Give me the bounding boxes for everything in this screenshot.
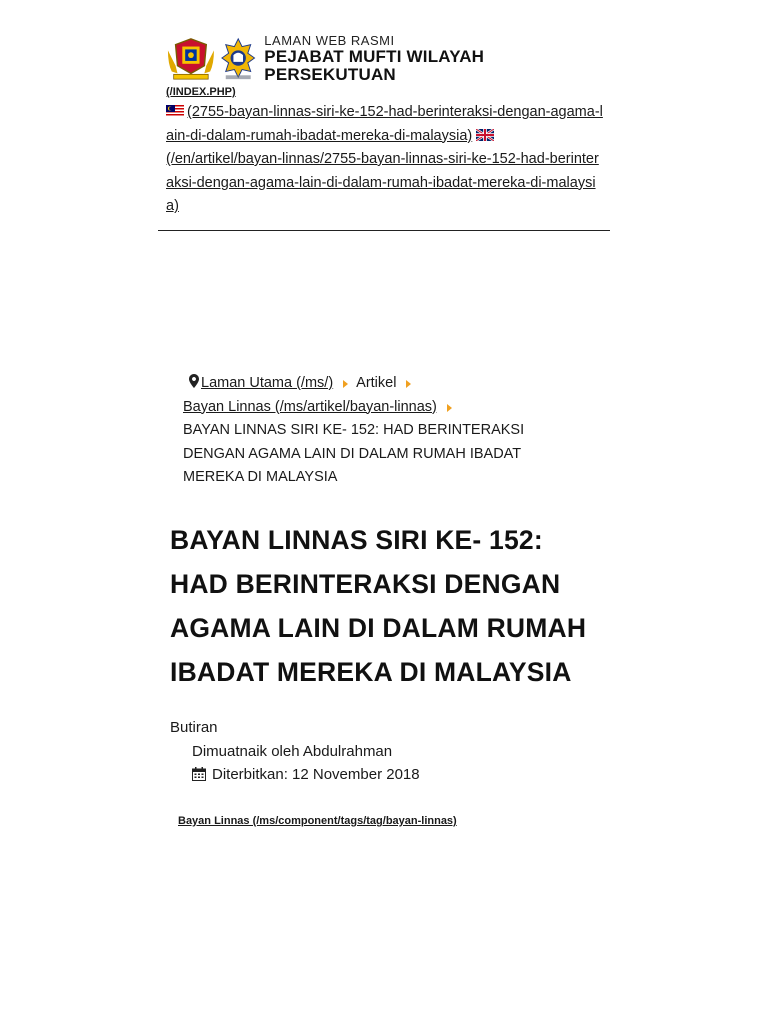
- article-details: [170, 716, 420, 787]
- uk-flag-icon: [476, 129, 494, 141]
- coat-of-arms-icon: [166, 36, 216, 82]
- details-label: Butiran: [170, 719, 218, 736]
- breadcrumb-caret-icon: [447, 404, 452, 412]
- language-switcher: [166, 101, 606, 219]
- site-name-line1: LAMAN WEB RASMI: [264, 33, 395, 49]
- logo-row[interactable]: [166, 34, 606, 84]
- site-header: [166, 34, 606, 219]
- published-row: [170, 763, 420, 787]
- breadcrumb-current: BAYAN LINNAS SIRI KE- 152: HAD BERINTERAKSI DENGAN AGAMA LAIN DI DALAM RUMAH IBADAT MEREKA DI MALAYSIA: [183, 422, 525, 485]
- calendar-icon: [192, 767, 206, 781]
- malay-language-link[interactable]: (2755-bayan-linnas-siri-ke-152-had-berinteraksi-dengan-agama-lain-di-dalam-rumah-ibadat-mereka-di-malaysia): [166, 104, 603, 144]
- tag-bayan-linnas-link[interactable]: Bayan Linnas (/ms/component/tags/tag/bayan-linnas): [178, 815, 457, 827]
- published-date: Diterbitkan: 12 November 2018: [212, 766, 420, 783]
- breadcrumb: [183, 372, 543, 490]
- author-row: Dimuatnaik oleh Abdulrahman: [192, 742, 393, 760]
- header-divider: [158, 230, 610, 231]
- english-language-link[interactable]: (/en/artikel/bayan-linnas/2755-bayan-linnas-siri-ke-152-had-berinteraksi-dengan-agama-lain-di-dalam-rumah-ibadat-mereka-di-malaysia): [166, 151, 599, 214]
- home-index-link[interactable]: (/INDEX.PHP): [166, 86, 236, 98]
- breadcrumb-home-link[interactable]: Laman Utama (/ms/): [201, 375, 334, 391]
- malaysia-flag-icon: [166, 105, 184, 117]
- breadcrumb-artikel: Artikel: [356, 375, 397, 391]
- breadcrumb-bayan-linnas-link[interactable]: Bayan Linnas (/ms/artikel/bayan-linnas): [183, 398, 437, 415]
- site-name: [264, 34, 606, 83]
- breadcrumb-caret-icon: [343, 380, 348, 388]
- mufti-emblem-icon: [220, 36, 256, 82]
- map-marker-icon: [189, 374, 199, 388]
- site-name-line2: PEJABAT MUFTI WILAYAH PERSEKUTUAN: [264, 46, 485, 84]
- page-title: BAYAN LINNAS SIRI KE- 152: HAD BERINTERAKSI DENGAN AGAMA LAIN DI DALAM RUMAH IBADAT MEREKA DI MALAYSIA: [170, 525, 587, 687]
- breadcrumb-caret-icon: [406, 380, 411, 388]
